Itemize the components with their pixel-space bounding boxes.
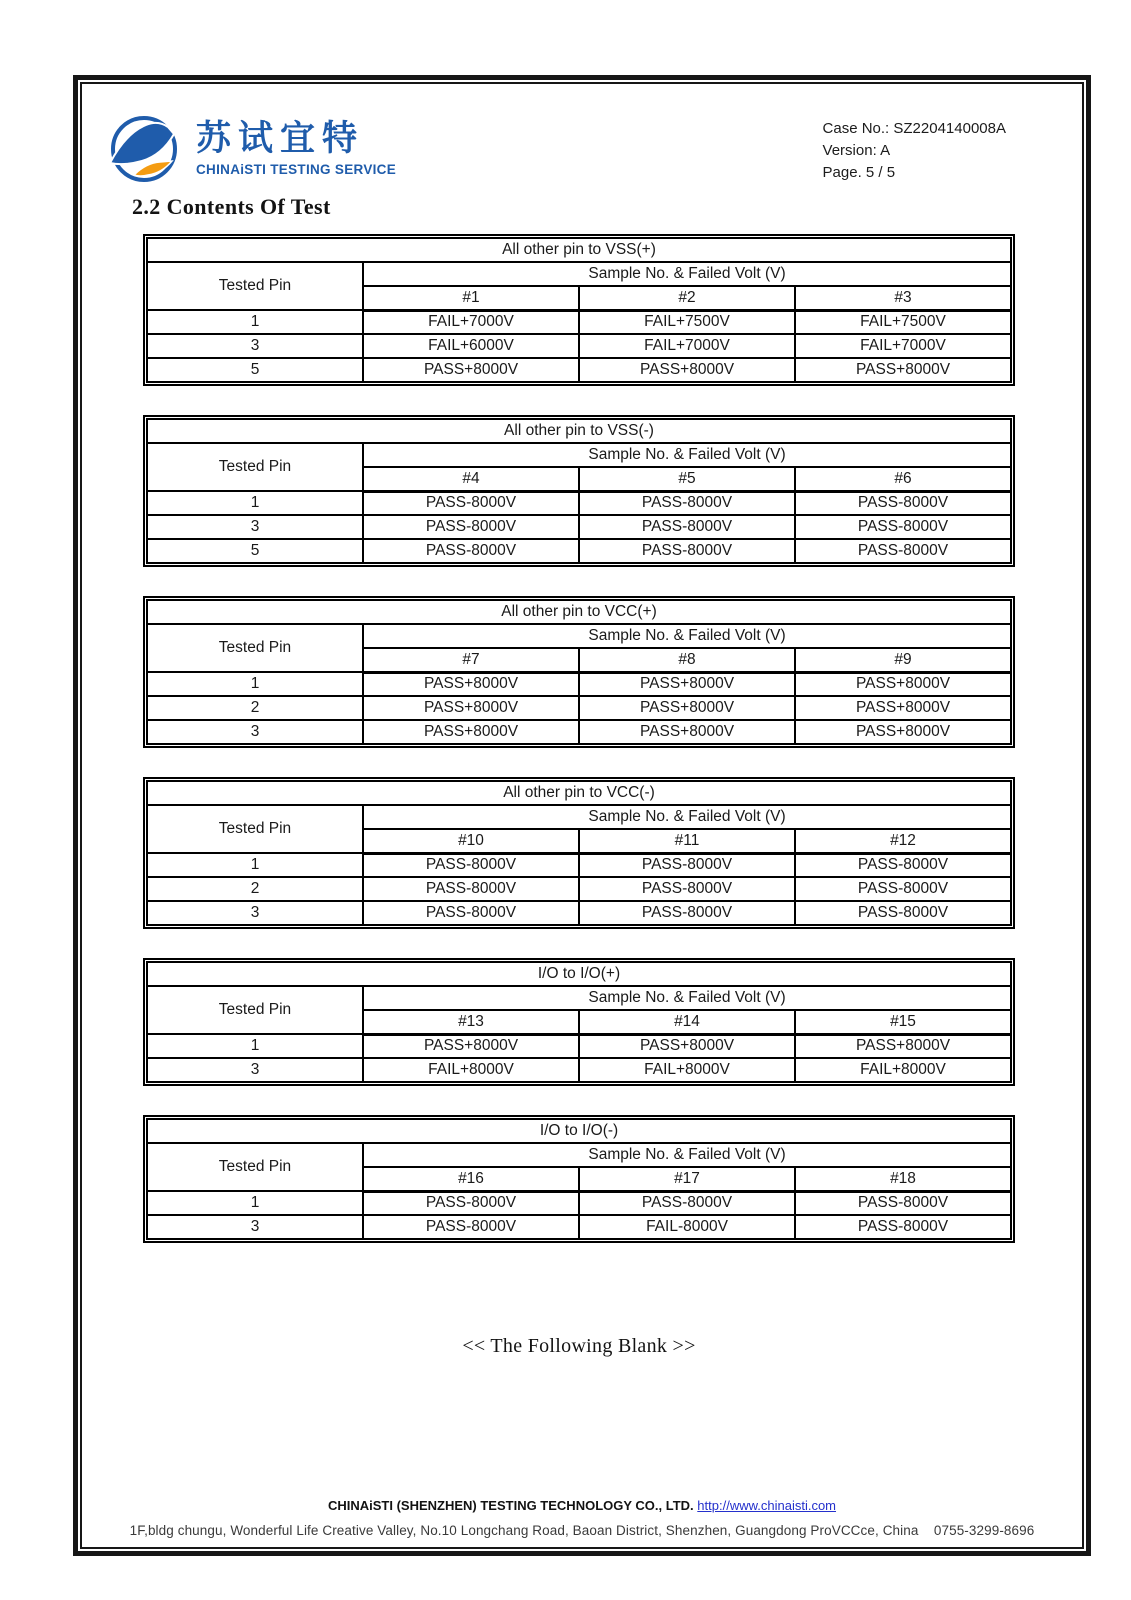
version-label: Version: A	[822, 142, 891, 159]
pin-cell: 3	[147, 515, 363, 539]
result-cell: PASS+8000V	[795, 358, 1011, 382]
sample-col-header: #5	[579, 467, 795, 491]
test-table-6	[143, 1115, 1015, 1243]
sample-col-header: #6	[795, 467, 1011, 491]
result-cell: PASS+8000V	[363, 1034, 579, 1058]
result-cell: PASS+8000V	[795, 720, 1011, 744]
logo-text-block	[196, 119, 396, 177]
sample-col-header: #10	[363, 829, 579, 853]
result-cell: FAIL-8000V	[579, 1215, 795, 1239]
pin-cell: 1	[147, 853, 363, 877]
case-info-block	[823, 118, 1006, 184]
result-cell: PASS-8000V	[579, 853, 795, 877]
logo-bird-icon	[104, 106, 190, 190]
result-cell: PASS+8000V	[363, 696, 579, 720]
table-row	[147, 901, 1011, 925]
result-cell: PASS-8000V	[795, 491, 1011, 515]
result-cell: PASS-8000V	[579, 539, 795, 563]
result-cell: FAIL+8000V	[795, 1058, 1011, 1082]
table-title: I/O to I/O(+)	[147, 962, 1011, 986]
table-row	[147, 515, 1011, 539]
sample-col-header: #17	[579, 1167, 795, 1191]
table-header-row	[147, 986, 1011, 1010]
result-cell: PASS-8000V	[363, 1215, 579, 1239]
page-footer	[82, 1498, 1082, 1538]
table-header-row	[147, 624, 1011, 648]
result-cell: PASS-8000V	[579, 515, 795, 539]
sample-col-header: #13	[363, 1010, 579, 1034]
result-cell: FAIL+6000V	[363, 334, 579, 358]
pin-cell: 1	[147, 1034, 363, 1058]
table-header-row	[147, 1143, 1011, 1167]
result-cell: PASS-8000V	[579, 877, 795, 901]
table-row	[147, 853, 1011, 877]
tested-pin-header: Tested Pin	[147, 624, 363, 672]
table-row	[147, 672, 1011, 696]
case-number: Case No.: SZ2204140008A	[822, 120, 1006, 137]
pin-cell: 3	[147, 1215, 363, 1239]
table-title: I/O to I/O(-)	[147, 1119, 1011, 1143]
sample-col-header: #16	[363, 1167, 579, 1191]
sample-volt-header: Sample No. & Failed Volt (V)	[363, 986, 1011, 1010]
sample-col-header: #2	[579, 286, 795, 310]
result-cell: PASS-8000V	[363, 853, 579, 877]
test-table-grid	[146, 237, 1012, 383]
table-title: All other pin to VSS(-)	[147, 419, 1011, 443]
sample-col-header: #14	[579, 1010, 795, 1034]
table-header-row	[147, 805, 1011, 829]
logo-chinese-name: 苏试宜特	[196, 118, 365, 159]
result-cell: FAIL+7500V	[579, 310, 795, 334]
page-number-label: Page. 5 / 5	[822, 164, 896, 181]
sample-col-header: #15	[795, 1010, 1011, 1034]
table-row	[147, 877, 1011, 901]
pin-cell: 2	[147, 696, 363, 720]
footer-company-name: CHINAiSTI (SHENZHEN) TESTING TECHNOLOGY CO., LTD.	[327, 1498, 694, 1513]
result-cell: PASS-8000V	[795, 1191, 1011, 1215]
table-row	[147, 491, 1011, 515]
table-row	[147, 1034, 1011, 1058]
company-logo	[104, 106, 396, 190]
sample-volt-header: Sample No. & Failed Volt (V)	[363, 443, 1011, 467]
result-cell: PASS+8000V	[579, 358, 795, 382]
result-cell: PASS+8000V	[579, 1034, 795, 1058]
test-table-grid	[146, 418, 1012, 564]
sample-volt-header: Sample No. & Failed Volt (V)	[363, 1143, 1011, 1167]
pin-cell: 3	[147, 334, 363, 358]
result-cell: PASS-8000V	[363, 901, 579, 925]
footer-website-link[interactable]: http://www.chinaisti.com	[697, 1498, 837, 1513]
sample-col-header: #18	[795, 1167, 1011, 1191]
result-cell: FAIL+8000V	[363, 1058, 579, 1082]
pin-cell: 3	[147, 1058, 363, 1082]
sample-volt-header: Sample No. & Failed Volt (V)	[363, 805, 1011, 829]
sample-col-header: #9	[795, 648, 1011, 672]
tested-pin-header: Tested Pin	[147, 986, 363, 1034]
table-row	[147, 1215, 1011, 1239]
table-row	[147, 720, 1011, 744]
pin-cell: 3	[147, 720, 363, 744]
sample-col-header: #11	[579, 829, 795, 853]
following-blank-note: << The Following Blank >>	[462, 1335, 696, 1357]
result-cell: PASS-8000V	[363, 539, 579, 563]
result-cell: PASS+8000V	[579, 696, 795, 720]
result-cell: PASS+8000V	[579, 672, 795, 696]
tested-pin-header: Tested Pin	[147, 262, 363, 310]
test-table-grid	[146, 780, 1012, 926]
tested-pin-header: Tested Pin	[147, 805, 363, 853]
table-title-row	[147, 781, 1011, 805]
tables-container	[143, 234, 1015, 1272]
pin-cell: 3	[147, 901, 363, 925]
page-outer-border	[73, 75, 1091, 1556]
tested-pin-header: Tested Pin	[147, 443, 363, 491]
test-table-grid	[146, 599, 1012, 745]
result-cell: PASS-8000V	[363, 1191, 579, 1215]
result-cell: PASS+8000V	[363, 358, 579, 382]
result-cell: PASS-8000V	[795, 515, 1011, 539]
table-title-row	[147, 238, 1011, 262]
result-cell: PASS-8000V	[795, 1215, 1011, 1239]
result-cell: PASS+8000V	[795, 696, 1011, 720]
table-row	[147, 1191, 1011, 1215]
table-title: All other pin to VSS(+)	[147, 238, 1011, 262]
result-cell: FAIL+7000V	[579, 334, 795, 358]
result-cell: PASS+8000V	[363, 672, 579, 696]
sample-volt-header: Sample No. & Failed Volt (V)	[363, 262, 1011, 286]
result-cell: PASS+8000V	[363, 720, 579, 744]
result-cell: PASS+8000V	[795, 672, 1011, 696]
test-table-2	[143, 415, 1015, 567]
sample-col-header: #8	[579, 648, 795, 672]
result-cell: PASS-8000V	[795, 853, 1011, 877]
table-title-row	[147, 962, 1011, 986]
result-cell: PASS-8000V	[579, 901, 795, 925]
pin-cell: 5	[147, 539, 363, 563]
sample-col-header: #3	[795, 286, 1011, 310]
result-cell: PASS-8000V	[363, 515, 579, 539]
table-title-row	[147, 600, 1011, 624]
page-inner-border	[80, 82, 1084, 1549]
result-cell: PASS-8000V	[795, 877, 1011, 901]
result-cell: FAIL+7000V	[795, 334, 1011, 358]
test-table-4	[143, 777, 1015, 929]
footer-company-line	[82, 1498, 1082, 1513]
test-table-3	[143, 596, 1015, 748]
page-header	[104, 106, 1082, 190]
pin-cell: 5	[147, 358, 363, 382]
result-cell: FAIL+7000V	[363, 310, 579, 334]
result-cell: PASS-8000V	[579, 491, 795, 515]
table-row	[147, 310, 1011, 334]
table-title-row	[147, 1119, 1011, 1143]
sample-volt-header: Sample No. & Failed Volt (V)	[363, 624, 1011, 648]
result-cell: PASS-8000V	[579, 1191, 795, 1215]
sample-col-header: #4	[363, 467, 579, 491]
tested-pin-header: Tested Pin	[147, 1143, 363, 1191]
table-row	[147, 539, 1011, 563]
result-cell: PASS-8000V	[795, 901, 1011, 925]
pin-cell: 1	[147, 491, 363, 515]
footer-address: 1F,bldg chungu, Wonderful Life Creative Valley, No.10 Longchang Road, Baoan District, Shenzhen, Guangdong ProVCCce, China 0755-3299-8696	[129, 1523, 1035, 1538]
pin-cell: 2	[147, 877, 363, 901]
test-table-1	[143, 234, 1015, 386]
table-header-row	[147, 262, 1011, 286]
test-table-grid	[146, 961, 1012, 1083]
test-table-grid	[146, 1118, 1012, 1240]
table-header-row	[147, 443, 1011, 467]
section-title: 2.2 Contents Of Test	[132, 194, 331, 219]
test-table-5	[143, 958, 1015, 1086]
result-cell: PASS-8000V	[363, 491, 579, 515]
sample-col-header: #7	[363, 648, 579, 672]
result-cell: PASS+8000V	[579, 720, 795, 744]
pin-cell: 1	[147, 672, 363, 696]
table-row	[147, 334, 1011, 358]
pin-cell: 1	[147, 310, 363, 334]
logo-english-name: CHINAiSTI TESTING SERVICE	[196, 162, 397, 178]
result-cell: FAIL+7500V	[795, 310, 1011, 334]
table-title: All other pin to VCC(-)	[147, 781, 1011, 805]
table-title-row	[147, 419, 1011, 443]
result-cell: FAIL+8000V	[579, 1058, 795, 1082]
table-title: All other pin to VCC(+)	[147, 600, 1011, 624]
table-row	[147, 696, 1011, 720]
result-cell: PASS-8000V	[363, 877, 579, 901]
table-row	[147, 1058, 1011, 1082]
pin-cell: 1	[147, 1191, 363, 1215]
sample-col-header: #12	[795, 829, 1011, 853]
table-row	[147, 358, 1011, 382]
result-cell: PASS-8000V	[795, 539, 1011, 563]
sample-col-header: #1	[363, 286, 579, 310]
result-cell: PASS+8000V	[795, 1034, 1011, 1058]
